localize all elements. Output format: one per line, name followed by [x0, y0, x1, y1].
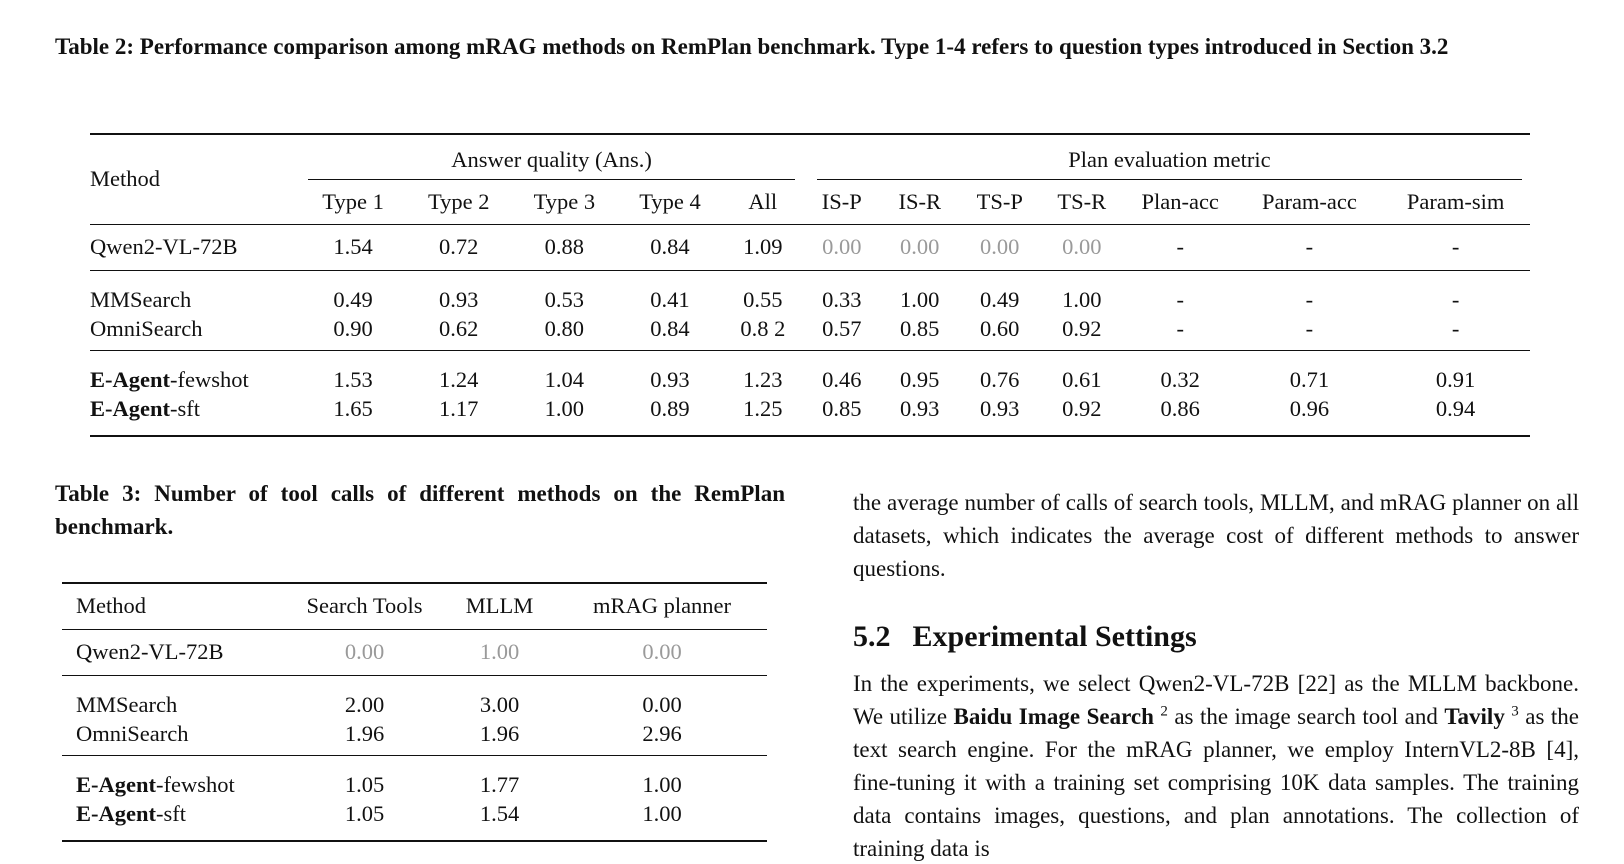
table-cell: 0.00	[803, 224, 881, 270]
table2-col-header: TS-P	[976, 188, 1023, 214]
table-cell: 2.96	[642, 721, 682, 746]
table2-col-header: All	[748, 188, 778, 214]
table-cell: 0.72	[406, 224, 512, 270]
method-name: OmniSearch	[76, 721, 189, 746]
table-cell: 0.57	[822, 316, 862, 341]
table-cell: 0.93	[881, 396, 959, 436]
table-cell: 0.93	[959, 396, 1041, 436]
table-cell: 0.91	[1381, 350, 1530, 396]
method-name: E-Agent-sft	[90, 396, 300, 436]
table-cell: 1.24	[406, 350, 512, 396]
table-cell: 0.62	[439, 316, 479, 341]
table2-col-header: TS-R	[1057, 188, 1107, 214]
footnote-ref[interactable]: 3	[1511, 703, 1519, 720]
table2-col-header: Type 1	[322, 188, 384, 214]
table-cell: 3.00	[442, 675, 557, 721]
table-cell: 1.54	[300, 224, 406, 270]
table2-col-header: Type 4	[639, 188, 701, 214]
table-cell: 1.00	[512, 396, 618, 436]
table-cell: 2.00	[287, 675, 442, 721]
table-cell: 1.05	[287, 755, 442, 801]
table-cell: 0.53	[512, 270, 618, 316]
table-row	[62, 629, 767, 675]
table-cell: 0.76	[959, 350, 1041, 396]
method-name: E-Agent-sft	[62, 801, 287, 841]
table-cell: 0.84	[617, 224, 723, 270]
table-cell: 0.85	[900, 316, 940, 341]
emphasis-text: Tavily	[1444, 704, 1505, 729]
section-heading	[853, 620, 1197, 654]
table-row	[62, 675, 767, 721]
table3	[62, 582, 767, 842]
table-cell: 1.00	[1041, 270, 1123, 316]
table3-col-header: mRAG planner	[557, 583, 767, 629]
section-title: Experimental Settings	[912, 620, 1197, 653]
table-cell: 0.60	[980, 316, 1020, 341]
table-cell: 0.55	[723, 270, 803, 316]
table-cell: 0.96	[1238, 396, 1382, 436]
table-cell: 0.80	[544, 316, 585, 341]
table-cell: -	[1123, 270, 1238, 316]
table-cell: 0.71	[1238, 350, 1382, 396]
table-cell: 0.89	[617, 396, 723, 436]
table2-col-header: Plan-acc	[1141, 188, 1219, 214]
table3-caption: Table 3: Number of tool calls of different methods on the RemPlan benchmark.	[55, 481, 785, 539]
table-row	[62, 721, 767, 755]
table-cell: 1.00	[557, 755, 767, 801]
table2	[90, 133, 1530, 437]
table-cell: 0.49	[959, 270, 1041, 316]
table3-col-header: Search Tools	[287, 583, 442, 629]
table-cell: 0.49	[300, 270, 406, 316]
table-cell: 1.96	[479, 721, 520, 746]
table-cell: -	[1238, 224, 1382, 270]
table-cell: 0.88	[512, 224, 618, 270]
table-cell: 0.8 2	[740, 316, 786, 341]
table-cell: 1.77	[442, 755, 557, 801]
table-cell: 0.00	[557, 675, 767, 721]
section-number: 5.2	[853, 620, 891, 653]
table-cell: 1.17	[406, 396, 512, 436]
table2-header-method: Method	[90, 134, 300, 224]
table-row	[90, 224, 1530, 270]
body-paragraph: In the experiments, we select Qwen2-VL-72B [22] as the MLLM backbone. We utilize Baidu Image Search $^2$ as the image search tool and Tavily $^3$ as the text search engine. For the mRAG planner, we employ InternVL2-8B [4], fine-tuning it with a training set comprising 10K data samples. The training data contains images, questions, and plan annotations. The collection of training data is	[853, 671, 1579, 861]
table-cell: 1.05	[287, 801, 442, 841]
table-cell: 1.00	[881, 270, 959, 316]
table-cell: 1.96	[344, 721, 385, 746]
table2-group-plan: Plan evaluation metric	[803, 134, 1530, 180]
table-cell: 0.00	[557, 629, 767, 675]
method-name: MMSearch	[62, 675, 287, 721]
table2-col-header: Param-sim	[1406, 188, 1505, 214]
table-cell: 1.65	[300, 396, 406, 436]
table-cell: 0.90	[333, 316, 373, 341]
table-cell: 1.23	[723, 350, 803, 396]
table-cell: 1.54	[442, 801, 557, 841]
table-cell: 0.86	[1123, 396, 1238, 436]
table-cell: 1.09	[723, 224, 803, 270]
table-cell: 0.85	[803, 396, 881, 436]
table3-col-header: MLLM	[442, 583, 557, 629]
emphasis-text: Baidu Image Search	[953, 704, 1154, 729]
table-cell: 0.46	[803, 350, 881, 396]
table2-col-header: Type 2	[427, 188, 490, 214]
table-row	[90, 396, 1530, 436]
table-cell: 0.41	[617, 270, 723, 316]
table-cell: -	[1123, 224, 1238, 270]
table3-col-header: Method	[62, 583, 287, 629]
table-cell: 0.93	[617, 350, 723, 396]
table-row	[90, 350, 1530, 396]
table2-col-header: IS-R	[898, 188, 941, 214]
table-cell: 1.00	[557, 801, 767, 841]
table-cell: 0.00	[959, 224, 1041, 270]
table-cell: 0.94	[1381, 396, 1530, 436]
method-name: MMSearch	[90, 270, 300, 316]
table2-col-header: Type 3	[533, 188, 596, 214]
table-cell: 0.00	[1041, 224, 1123, 270]
method-name: E-Agent-fewshot	[90, 350, 300, 396]
table-cell: 0.32	[1123, 350, 1238, 396]
table-cell: -	[1451, 316, 1460, 341]
table-cell: 0.61	[1041, 350, 1123, 396]
method-name: OmniSearch	[90, 316, 203, 341]
table-cell: -	[1305, 316, 1314, 341]
table-cell: 0.92	[1062, 316, 1102, 341]
table-row	[62, 801, 767, 841]
table-cell: 0.84	[650, 316, 690, 341]
body-paragraph: the average number of calls of search tools, MLLM, and mRAG planner on all datasets, which indicates the average cost of different methods to answer questions.	[853, 490, 1579, 581]
table2-group-answer: Answer quality (Ans.)	[300, 134, 803, 180]
table-row	[90, 316, 1530, 350]
method-name: E-Agent-fewshot	[62, 755, 287, 801]
table2-caption: Table 2: Performance comparison among mRAG methods on RemPlan benchmark. Type 1-4 refers to question types introduced in Section 3.2	[55, 34, 1449, 59]
table-cell: 0.93	[406, 270, 512, 316]
method-name: Qwen2-VL-72B	[90, 224, 300, 270]
table-cell: 0.92	[1041, 396, 1123, 436]
table-cell: 1.53	[300, 350, 406, 396]
table-cell: 1.25	[723, 396, 803, 436]
table-cell: -	[1176, 316, 1184, 341]
table-cell: 0.00	[287, 629, 442, 675]
table2-col-header: Param-acc	[1261, 188, 1357, 214]
table-cell: -	[1238, 270, 1382, 316]
table-cell: -	[1381, 224, 1530, 270]
table-cell: 0.95	[881, 350, 959, 396]
table-cell: 1.00	[442, 629, 557, 675]
table-cell: 0.00	[881, 224, 959, 270]
table-cell: 0.33	[803, 270, 881, 316]
table-row	[62, 755, 767, 801]
table-cell: 1.04	[512, 350, 618, 396]
table2-col-header: IS-P	[821, 188, 862, 214]
table-row	[90, 270, 1530, 316]
method-name: Qwen2-VL-72B	[62, 629, 287, 675]
table-cell: -	[1381, 270, 1530, 316]
footnote-ref[interactable]: 2	[1160, 703, 1168, 720]
